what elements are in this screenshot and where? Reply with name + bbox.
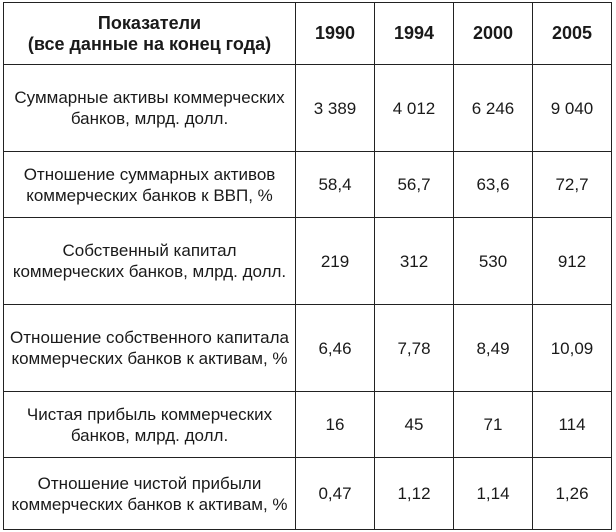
cell-value: 1,12 — [375, 458, 454, 530]
cell-value: 4 012 — [375, 65, 454, 152]
cell-value: 16 — [296, 392, 375, 458]
header-year-1990: 1990 — [296, 3, 375, 65]
header-year-1994: 1994 — [375, 3, 454, 65]
table-row — [4, 392, 612, 458]
cell-value: 530 — [454, 218, 533, 305]
table-header-row — [4, 3, 612, 65]
row-label: Собственный капитал коммерческих банков, млрд. долл. — [4, 218, 296, 305]
table-row — [4, 65, 612, 152]
row-label: Чистая прибыль коммерческих банков, млрд. долл. — [4, 392, 296, 458]
cell-value: 58,4 — [296, 152, 375, 218]
cell-value: 45 — [375, 392, 454, 458]
table-row — [4, 305, 612, 392]
cell-value: 6 246 — [454, 65, 533, 152]
cell-value: 56,7 — [375, 152, 454, 218]
cell-value: 72,7 — [533, 152, 612, 218]
cell-value: 63,6 — [454, 152, 533, 218]
cell-value: 114 — [533, 392, 612, 458]
table-row — [4, 218, 612, 305]
header-indicators-title: Показатели — [97, 12, 202, 33]
cell-value: 912 — [533, 218, 612, 305]
cell-value: 10,09 — [533, 305, 612, 392]
cell-value: 7,78 — [375, 305, 454, 392]
header-indicators-cell — [4, 3, 296, 65]
table-row — [4, 458, 612, 530]
header-year-2000: 2000 — [454, 3, 533, 65]
header-indicators-note: (все данные на конец года) — [27, 33, 272, 54]
cell-value: 312 — [375, 218, 454, 305]
cell-value: 1,26 — [533, 458, 612, 530]
header-year-2005: 2005 — [533, 3, 612, 65]
cell-value: 0,47 — [296, 458, 375, 530]
row-label: Отношение чистой прибыли коммерческих банков к активам, % — [4, 458, 296, 530]
cell-value: 1,14 — [454, 458, 533, 530]
cell-value: 71 — [454, 392, 533, 458]
cell-value: 6,46 — [296, 305, 375, 392]
row-label: Отношение собственного капитала коммерческих банков к активам, % — [4, 305, 296, 392]
row-label: Отношение суммарных активов коммерческих банков к ВВП, % — [4, 152, 296, 218]
row-label: Суммарные активы коммерческих банков, млрд. долл. — [4, 65, 296, 152]
cell-value: 8,49 — [454, 305, 533, 392]
bank-statistics-table — [3, 2, 612, 530]
table-row — [4, 152, 612, 218]
cell-value: 9 040 — [533, 65, 612, 152]
cell-value: 3 389 — [296, 65, 375, 152]
cell-value: 219 — [296, 218, 375, 305]
